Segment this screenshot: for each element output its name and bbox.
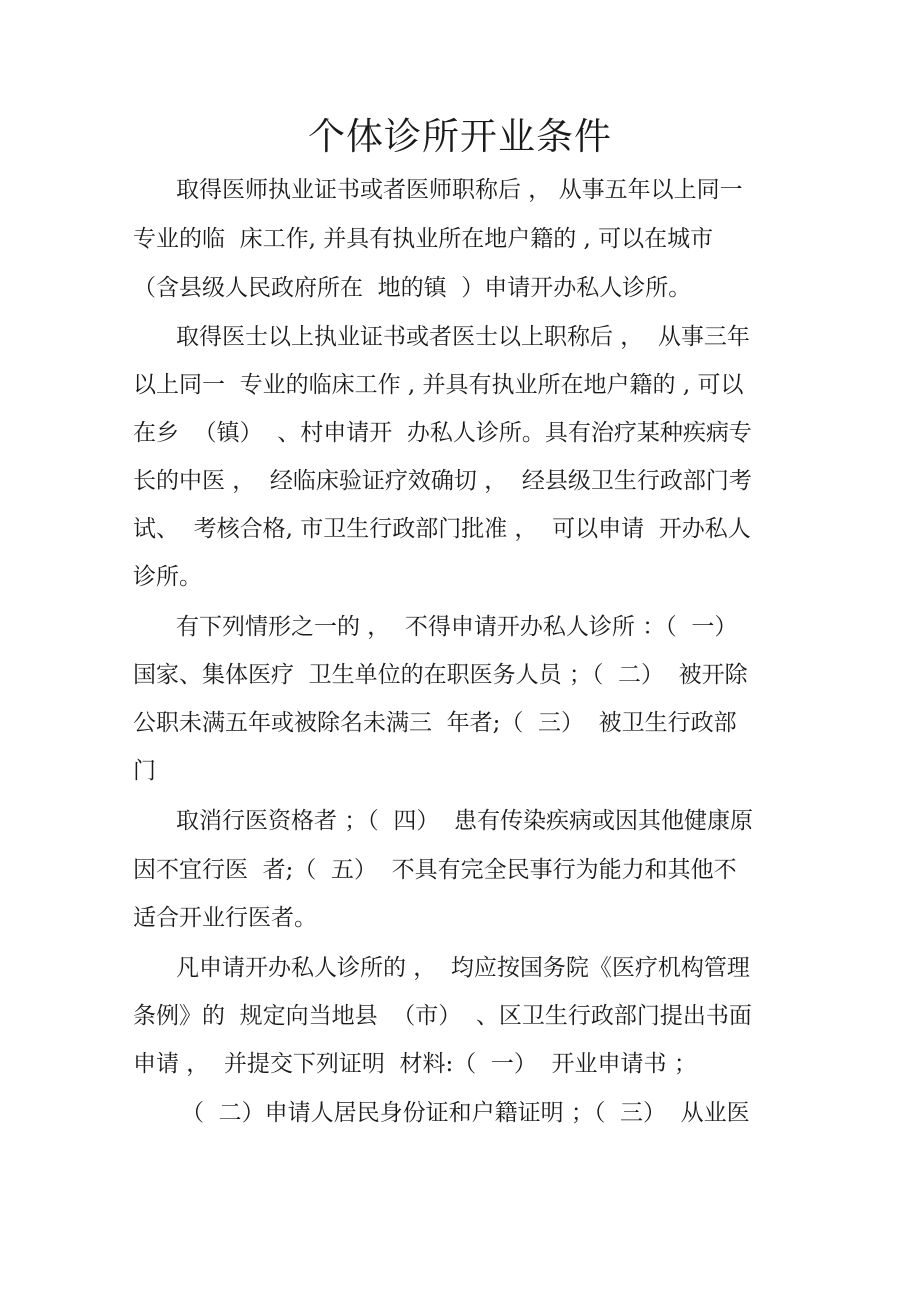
paragraph-2-line-6: 诊所。 [133,564,202,590]
paragraph-5-line-3: 申请 ， 并提交下列证明 材料:（ 一） 开业申请书 ； [133,1051,697,1077]
paragraph-4-line-3: 适合开业行医者。 [133,905,317,931]
paragraph-4-line-2: 因不宜行医 者;（ 五） 不具有完全民事行为能力和其他不 [133,857,737,883]
paragraph-2-line-4: 长的中医 ， 经临床验证疗效确切 ， 经县级卫生行政部门考 [133,468,752,494]
paragraph-2-line-3: 在乡 （镇） 、村申请开 办私人诊所。具有治疗某种疾病专 [133,420,752,446]
paragraph-5-line-1: 凡申请开办私人诊所的 ， 均应按国务院《医疗机构管理 [176,955,750,981]
paragraph-1-line-1: 取得医师执业证书或者医师职称后 ， 从事五年以上同一 [176,177,743,203]
paragraph-6-line-1: （ 二）申请人居民身份证和户籍证明 ；（ 三） 从业医 [181,1100,750,1126]
paragraph-2-line-2: 以上同一 专业的临床工作 , 并具有执业所在地户籍的 , 可以 [133,372,744,398]
paragraph-2-line-5: 试、 考核合格, 市卫生行政部门批准 ， 可以申请 开办私人 [133,516,751,542]
document-title: 个体诊所开业条件 [308,115,612,158]
paragraph-5-line-2: 条例》的 规定向当地县 （市） 、区卫生行政部门提出书面 [133,1003,752,1029]
paragraph-3-line-1: 有下列情形之一的 ， 不得申请开办私人诊所 ：（ 一） [176,614,738,640]
paragraph-1-line-2: 专业的临 床工作, 并具有执业所在地户籍的 , 可以在城市 [133,226,714,252]
paragraph-3-line-3: 公职未满五年或被除名未满三 年者;（ 三） 被卫生行政部 [133,710,737,736]
paragraph-4-line-1: 取消行医资格者 ；（ 四） 患有传染疾病或因其他健康原 [176,808,754,834]
paragraph-2-line-1: 取得医士以上执业证书或者医士以上职称后 ， 从事三年 [176,324,750,350]
paragraph-1-line-3: （含县级人民政府所在 地的镇 ）申请开办私人诊所。 [133,275,692,301]
paragraph-3-line-2: 国家、集体医疗 卫生单位的在职医务人员 ；（ 二） 被开除 [133,662,748,688]
paragraph-3-line-4: 门 [133,758,156,784]
